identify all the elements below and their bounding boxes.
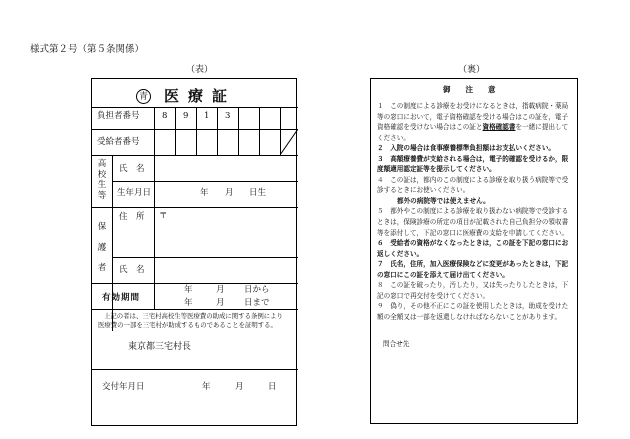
rule xyxy=(217,129,218,155)
rule xyxy=(92,107,298,108)
front-card xyxy=(91,78,297,426)
notice-item: ４ この証は，都内のこの制度による診療を取り扱う病院等で受診するときにお使いください。 xyxy=(377,175,569,195)
rule xyxy=(238,129,239,155)
payer-digit: 3 xyxy=(225,111,231,121)
form-number-label: 様式第２号（第５条関係） xyxy=(30,44,145,55)
notice-item: ９ 偽り，その他不正にこの証を使用したときは，助成を受けた額の全額又は一部を返還しなければならないことがあります。 xyxy=(377,302,569,321)
validity-from-year: 年 xyxy=(184,285,193,295)
rule xyxy=(112,181,298,182)
address-label: 住 所 xyxy=(119,212,145,222)
student-group-label: 高 校 生 等 xyxy=(97,159,107,201)
guardian-name-label: 氏 名 xyxy=(119,265,145,275)
notice-item: ３ 高額療養費が支給される場合は，電子的確認を受けるか，限度額適用認定証等を提示してください。 xyxy=(377,154,569,174)
notice-item: ７ 氏名，住所，加入医療保険などに変更があったときは，下記の窓口にこの証を添えて届け出てください。 xyxy=(377,260,569,279)
issue-date-label: 交付年月日 xyxy=(102,382,145,392)
student-name-label: 氏 名 xyxy=(119,164,145,174)
rule xyxy=(92,155,298,156)
notice-item: ８ この証を破ったり，汚したり，又は失ったりしたときは，下記の窓口で再交付を受けてください。 xyxy=(377,281,569,300)
birth-month-unit: 月 xyxy=(225,188,234,198)
payer-digit: 9 xyxy=(183,111,189,121)
rule xyxy=(154,257,155,283)
rule xyxy=(259,129,260,155)
rule xyxy=(175,129,176,155)
rule xyxy=(154,283,155,309)
validity-from-month: 月 xyxy=(216,285,225,295)
payer-digit: 1 xyxy=(204,111,210,121)
rule xyxy=(92,207,298,208)
validity-period-label: 有効期間 xyxy=(102,293,141,303)
mayor-signature: 東京都三宅村長 xyxy=(128,342,192,352)
issue-month-unit: 月 xyxy=(235,382,244,392)
rule xyxy=(196,129,197,155)
certification-line: 上記の者は、三宅村高校生等医療費の助成に関する条例により xyxy=(104,312,283,320)
recipient-number-label: 受給者番号 xyxy=(97,137,140,147)
birth-date-label: 生年月日 xyxy=(117,188,152,198)
notice-item: ６ 受給者の資格がなくなったときは，この証を下記の窓口にお返しください。 xyxy=(377,239,569,258)
payer-digit: 8 xyxy=(162,111,168,121)
rule xyxy=(259,107,260,129)
rule xyxy=(92,283,298,284)
issue-year-unit: 年 xyxy=(202,382,211,392)
validity-to-suffix: 日まで xyxy=(244,298,270,308)
certification-line: 医療費の一部を三宅村が助成するものであることを証明する。 xyxy=(98,321,277,329)
rule xyxy=(92,309,298,310)
issue-day-unit: 日 xyxy=(268,382,277,392)
back-side-label: （裏） xyxy=(458,65,486,75)
payer-number-label: 負担者番号 xyxy=(97,111,140,121)
rule xyxy=(217,107,218,129)
birth-year-unit: 年 xyxy=(200,188,209,198)
postal-mark: 〒 xyxy=(159,211,168,221)
back-card xyxy=(370,78,578,424)
notice-item: ２ 入院の場合は食事療養標準負担額はお支払いください。 xyxy=(377,144,556,153)
notice-item: １ この制度による診療をお受けになるときは，指載病院・薬局等の窓口において，電子資格確認を受ける場合はこの証を，電子資格確認を受けない場合はこの証と資格確認書を一緒に提出してください。 xyxy=(377,102,569,142)
birth-day-unit: 日生 xyxy=(249,188,267,198)
rule xyxy=(112,257,298,258)
guardian-group-label: 保 護 者 xyxy=(97,222,107,274)
card-title: 医療証 xyxy=(164,87,237,105)
contact-label: 問合せ先 xyxy=(383,340,410,348)
rule xyxy=(175,107,176,129)
diagonal-cell-mark xyxy=(280,129,298,155)
validity-to-year: 年 xyxy=(184,298,193,308)
validity-from-suffix: 日から xyxy=(244,285,270,295)
rule xyxy=(92,369,298,370)
rule xyxy=(238,107,239,129)
rule xyxy=(92,129,298,130)
ao-seal-mark: 青 xyxy=(136,89,151,104)
notice-item: ５ 都外やこの制度による診療を取り扱わない病院等で受診するときは，保険診療の所定の項目が記載された自己負担分の領収書等を添付して，下記の窓口に医療費の支給を申請してください。 xyxy=(377,207,569,237)
validity-to-month: 月 xyxy=(216,298,225,308)
notice-heading: 御 注 意 xyxy=(443,85,496,94)
front-side-label: （表） xyxy=(186,65,214,75)
notice-item: 都外の病院等では使えません。 xyxy=(397,196,490,205)
notice-list xyxy=(377,101,571,322)
rule xyxy=(196,107,197,129)
